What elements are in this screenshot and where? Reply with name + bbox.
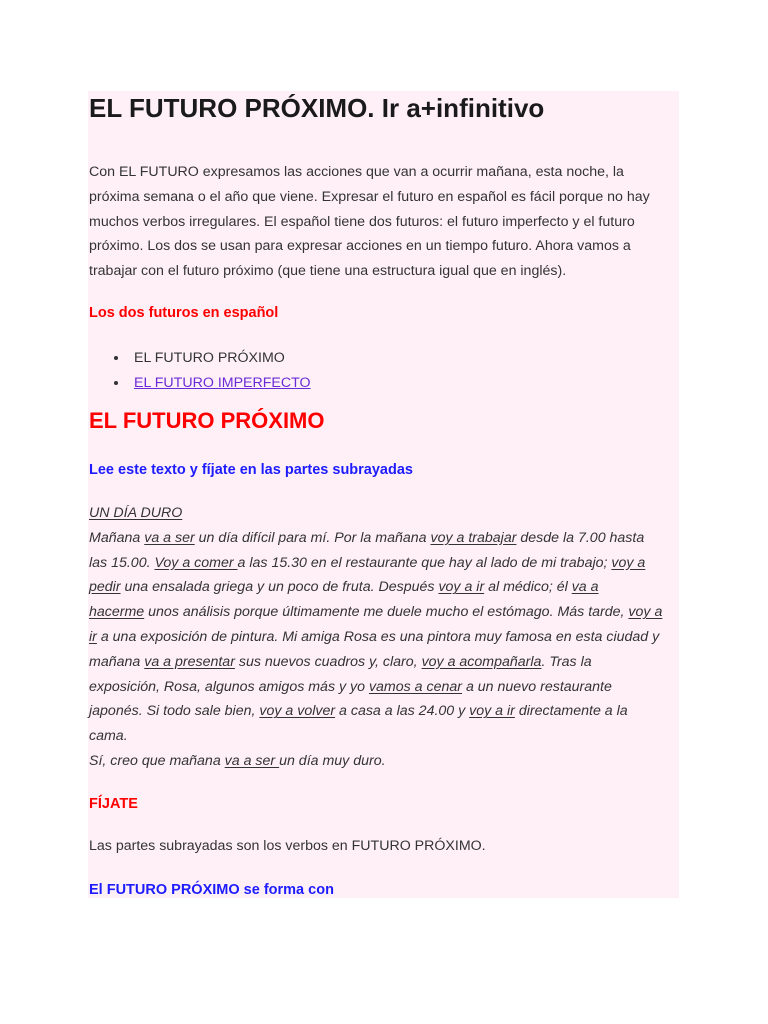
list-item [89,371,311,396]
story-line: exposición, Rosa, algunos amigos más y yo vamos a cenar a un nuevo restaurante [89,678,612,695]
story-line: cama. [89,728,128,745]
heading-forma: El FUTURO PRÓXIMO se forma con [89,882,334,898]
future-verb: voy a [628,604,663,621]
list-item [89,346,311,371]
heading-fijate: FÍJATE [89,796,138,812]
instruction-heading: Lee este texto y fíjate en las partes subrayadas [89,462,413,478]
future-verb: Voy a comer [154,554,238,571]
future-verb: voy a [611,554,646,571]
futures-list [89,346,311,396]
story-line: las 15.00. Voy a comer a las 15.30 en el restaurante que hay al lado de mi trabajo; voy a [89,554,646,571]
story-line: pedir una ensalada griega y un poco de fruta. Después voy a ir al médico; él va a [89,579,599,596]
intro-line: trabajar con el futuro próximo (que tiene una estructura igual que en inglés). [89,263,567,280]
story-line: japonés. Si todo sale bien, voy a volver a casa a las 24.00 y voy a ir directamente a la [89,703,628,720]
future-verb: voy a ir [469,703,515,720]
intro-line: Con EL FUTURO expresamos las acciones que van a ocurrir mañana, esta noche, la [89,164,624,180]
list-item-label: EL FUTURO PRÓXIMO [134,350,285,366]
future-verb: va a [571,579,599,596]
heading-futuro-proximo: EL FUTURO PRÓXIMO [89,408,325,433]
future-verb: va a presentar [144,653,235,670]
intro-line: próximo. Los dos se usan para expresar acciones en un tiempo futuro. Ahora vamos a [89,238,631,255]
future-verb: va a ser [224,752,280,769]
future-verb: voy a volver [259,703,336,720]
story-line: mañana va a presentar sus nuevos cuadros y, claro, voy a acompañarla. Tras la [89,653,592,670]
future-verb: va a ser [144,529,195,546]
future-verb: voy a ir [438,579,485,596]
page-title: EL FUTURO PRÓXIMO. Ir a+infinitivo [89,93,545,123]
future-verb: voy a acompañarla [421,653,542,670]
intro-line: muchos verbos irregulares. El español tiene dos futuros: el futuro imperfecto y el futuro [89,213,635,230]
futuro-imperfecto-link[interactable]: EL FUTURO IMPERFECTO [134,375,311,391]
story-line: hacerme unos análisis porque últimamente me duele mucho el estómago. Más tarde, voy a [89,604,663,621]
story-paragraph [89,501,679,774]
story-line: Sí, creo que mañana va a ser un día muy duro. [89,752,386,769]
intro-line: próxima semana o el año que viene. Expresar el futuro en español es fácil porque no hay [89,188,650,205]
story-line: Mañana va a ser un día difícil para mí. Por la mañana voy a trabajar desde la 7.00 hasta [89,529,645,546]
story-title: UN DÍA DURO [89,505,183,521]
intro-paragraph [89,160,674,284]
bullet-icon [114,381,118,385]
future-verb: ir [89,628,97,645]
future-verb: hacerme [89,604,145,621]
future-verb: pedir [89,579,121,596]
fijate-text: Las partes subrayadas son los verbos en FUTURO PRÓXIMO. [89,838,486,854]
bullet-icon [114,356,118,360]
future-verb: vamos a cenar [368,678,463,695]
future-verb: voy a trabajar [430,529,517,546]
story-line: ir a una exposición de pintura. Mi amiga Rosa es una pintora muy famosa en esta ciudad y [89,628,660,645]
heading-two-futures: Los dos futuros en español [89,305,279,321]
